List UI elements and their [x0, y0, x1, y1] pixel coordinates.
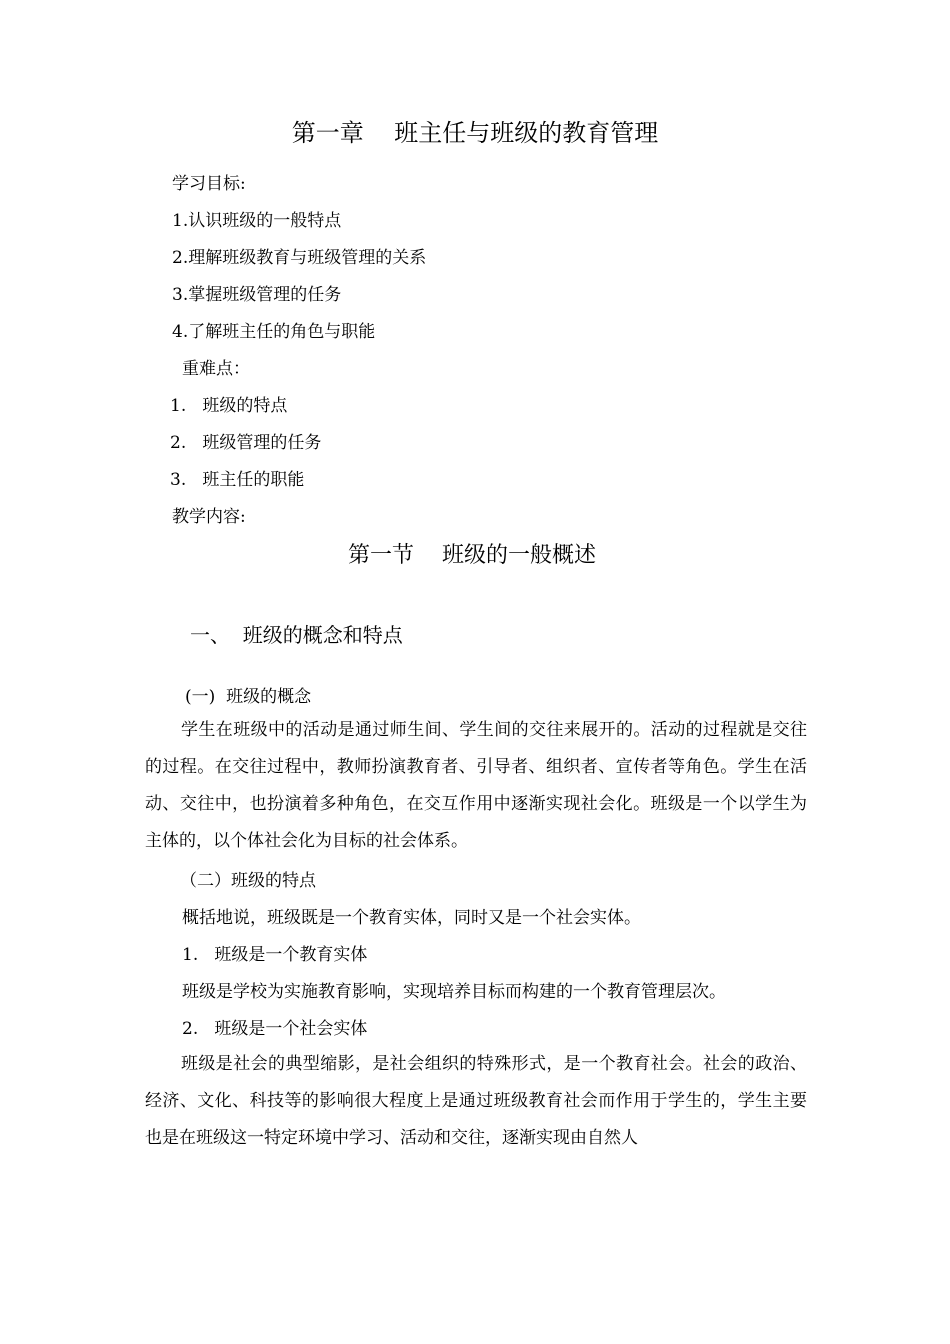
objective-item-3: 3.掌握班级管理的任务	[172, 285, 342, 305]
features-summary: 概括地说，班级既是一个教育实体，同时又是一个社会实体。	[182, 908, 641, 928]
objective-item-4: 4.了解班主任的角色与职能	[172, 322, 376, 342]
key-point-item-1: 1. 班级的特点	[170, 396, 288, 416]
objective-item-2: 2.理解班级教育与班级管理的关系	[172, 248, 427, 268]
features-heading: （二）班级的特点	[180, 871, 316, 891]
subsection-title: 一、 班级的概念和特点	[190, 623, 403, 647]
feature-2-paragraph: 班级是社会的典型缩影，是社会组织的特殊形式，是一个教育社会。社会的政治、经济、文化、科技等的影响很大程度上是通过班级教育社会而作用于学生的，学生主要也是在班级这一特定环境中学习、活动和交往，逐渐实现由自然人	[145, 1054, 807, 1148]
concept-heading: (一) 班级的概念	[185, 687, 312, 707]
section-title: 第一节 班级的一般概述	[348, 543, 596, 568]
concept-paragraph: 学生在班级中的活动是通过师生间、学生间的交往来展开的。活动的过程就是交往的过程。在交往过程中，教师扮演教育者、引导者、组织者、宣传者等角色。学生在活动、交往中，也扮演着多种角色，在交互作用中逐渐实现社会化。班级是一个以学生为主体的，以个体社会化为目标的社会体系。	[145, 720, 807, 851]
key-points-heading: 重难点：	[182, 359, 250, 379]
teaching-content-label: 教学内容:	[172, 507, 246, 527]
key-point-item-3: 3. 班主任的职能	[170, 470, 305, 490]
feature-1-text: 班级是学校为实施教育影响，实现培养目标而构建的一个教育管理层次。	[182, 982, 726, 1002]
feature-1-title: 1. 班级是一个教育实体	[182, 945, 368, 965]
feature-2-title: 2. 班级是一个社会实体	[182, 1019, 368, 1039]
key-point-item-2: 2. 班级管理的任务	[170, 433, 322, 453]
chapter-title: 第一章 班主任与班级的教育管理	[291, 119, 659, 147]
objective-item-1: 1.认识班级的一般特点	[172, 211, 342, 231]
objectives-heading: 学习目标:	[172, 174, 246, 194]
